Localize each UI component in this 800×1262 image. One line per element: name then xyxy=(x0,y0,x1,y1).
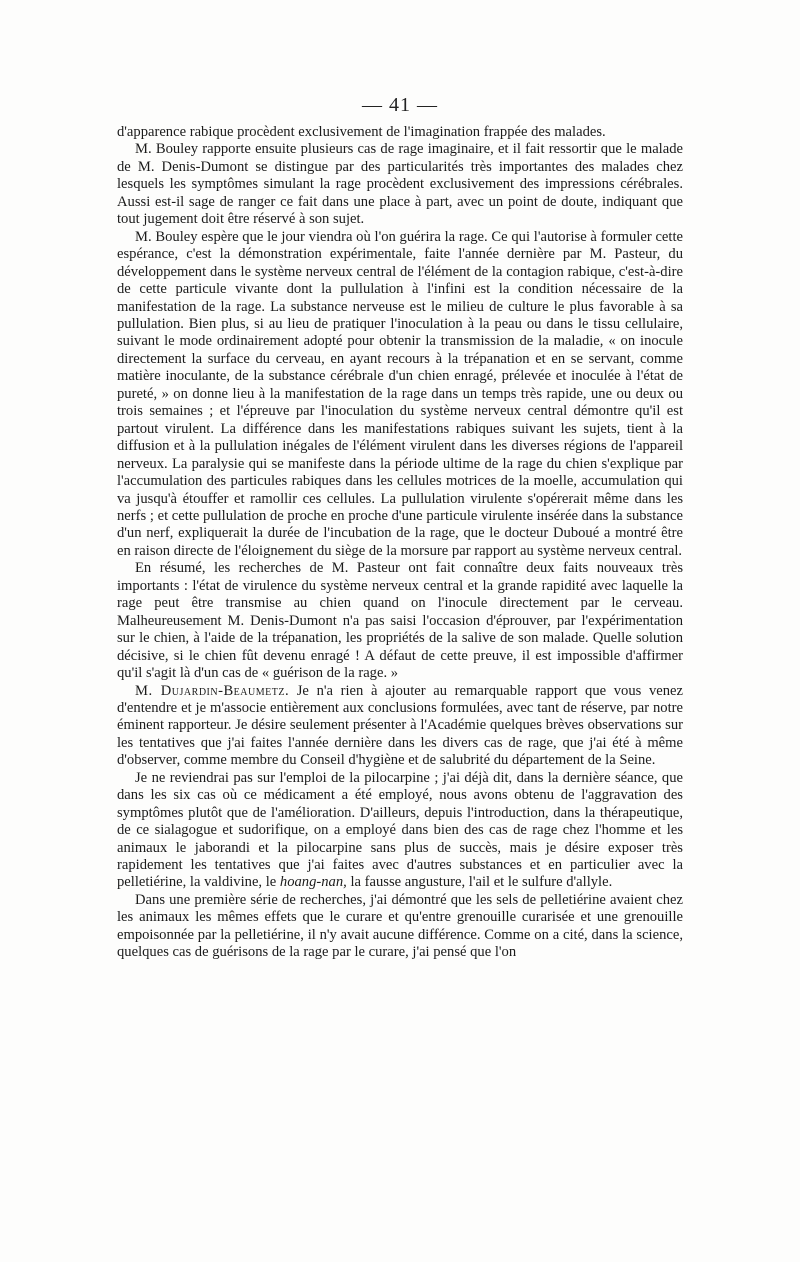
paragraph-5 xyxy=(117,683,683,770)
paragraph-6-text-a: Je ne reviendrai pas sur l'emploi de la pilocarpine ; j'ai déjà dit, dans la dernière séance, que dans les six cas où ce médicament a été employé, nous avons obtenu de l'aggravation des symptômes plutôt que de l'amélioration. D'ailleurs, depuis l'introduction, dans la thérapeutique, de ce sialagogue et sudorifique, on a employé dans bien des cas de rage chez l'homme et les animaux le jaborandi et la pilocarpine sans plus de succès, mais je désire exposer très rapidement les tentatives que j'ai faites avec d'autres substances et en particulier avec la pelletiérine, la valdivine, le xyxy=(117,769,683,891)
paragraph-6-text-b: la fausse angusture, l'ail et le sulfure d'allyle. xyxy=(346,874,613,891)
paragraph-3: M. Bouley espère que le jour viendra où l'on guérira la rage. Ce qui l'autorise à formuler cette espérance, c'est la démonstration expérimentale, faite l'année dernière par M. Pasteur, du développement dans le système nerveux central de l'élément de la contagion rabique, c'est-à-dire de cette particule vivante dont la pullulation à l'infini est la condition nécessaire de la manifestation de la rage. La substance nerveuse est le milieu de culture le plus favorable à sa pullulation. Bien plus, si au lieu de pratiquer l'inoculation à la peau ou dans le tissu cellulaire, suivant le mode ordinairement adopté pour obtenir la transmission de la maladie, « on inocule directement la surface du cerveau, en ayant recours à la trépanation et en se servant, comme matière inoculante, de la substance cérébrale d'un chien enragé, prélevée et inoculée à l'état de pureté, » on donne lieu à la manifestation de la rage dans un temps très rapide, une ou deux ou trois semaines ; et l'épreuve par l'inoculation du système nerveux central démontre qu'il est partout virulent. La différence dans les manifestations rabiques suivant les sujets, tient à la diffusion et à la pullulation inégales de l'élément virulent dans les diverses régions de l'appareil nerveux. La paralysie qui se manifeste dans la période ultime de la rage du chien s'explique par l'accumulation des particules rabiques dans les cellules motrices de la moelle, accumulation qui va jusqu'à étouffer et ramollir ces cellules. La pullulation virulente s'opérerait même dans les nerfs ; et cette pullulation de proche en proche d'une particule virulente insérée dans la substance d'un nerf, expliquerait la durée de l'incubation de la rage, que le docteur Duboué a montré être en raison directe de l'éloignement du siège de la morsure par rapport au système nerveux central. xyxy=(117,228,683,559)
paragraph-6 xyxy=(117,770,683,892)
speaker-name: M. Dujardin-Beaumetz. xyxy=(135,682,290,699)
paragraph-2: M. Bouley rapporte ensuite plusieurs cas de rage imaginaire, et il fait ressortir que le malade de M. Denis-Dumont se distingue par des particularités très importantes des malades chez lesquels les symptômes simulant la rage procèdent exclusivement des impressions cérébrales. Aussi est-il sage de ranger ce fait dans une place à part, avec un point de doute, indiquant que tout jugement doit être réservé à son sujet. xyxy=(117,141,683,228)
paragraph-5-text: Je n'a rien à ajouter au remarquable rapport que vous venez d'entendre et je m'associe entièrement aux conclusions formulées, avec tant de réserve, par notre éminent rapporteur. Je désire seulement présenter à l'Académie quelques brèves observations sur les tentatives que j'ai faites l'année dernière dans les divers cas de rage, que j'ai été à même d'observer, comme membre du Conseil d'hygiène et de salubrité du département de la Seine. xyxy=(117,682,683,769)
italic-term: hoang-nan, xyxy=(279,874,347,891)
page-number: — 41 — xyxy=(362,94,438,116)
paragraph-7: Dans une première série de recherches, j'ai démontré que les sels de pelletiérine avaient chez les animaux les mêmes effets que le curare et qu'entre grenouille curarisée et une grenouille empoisonnée par la pelletiérine, il n'y avait aucune différence. Comme on a cité, dans la science, quelques cas de guérisons de la rage par le curare, j'ai pensé que l'on xyxy=(117,891,683,961)
paragraph-1: d'apparence rabique procèdent exclusivement de l'imagination frappée des malades. xyxy=(117,124,606,140)
body-text xyxy=(117,124,683,962)
paragraph-4: En résumé, les recherches de M. Pasteur ont fait connaître deux faits nouveaux très importants : l'état de virulence du système nerveux central et la grande rapidité avec laquelle la rage peut être transmise au chien quand on l'inocule directement par le cerveau. Malheureusement M. Denis-Dumont n'a pas saisi l'occasion d'éprouver, par l'expérimentation sur le chien, à l'aide de la trépanation, les propriétés de la salive de son malade. Quelle solution décisive, si le chien fût devenu enragé ! A défaut de cette preuve, il est impossible d'affirmer qu'il s'agit là d'un cas de « guérison de la rage. » xyxy=(117,560,683,682)
